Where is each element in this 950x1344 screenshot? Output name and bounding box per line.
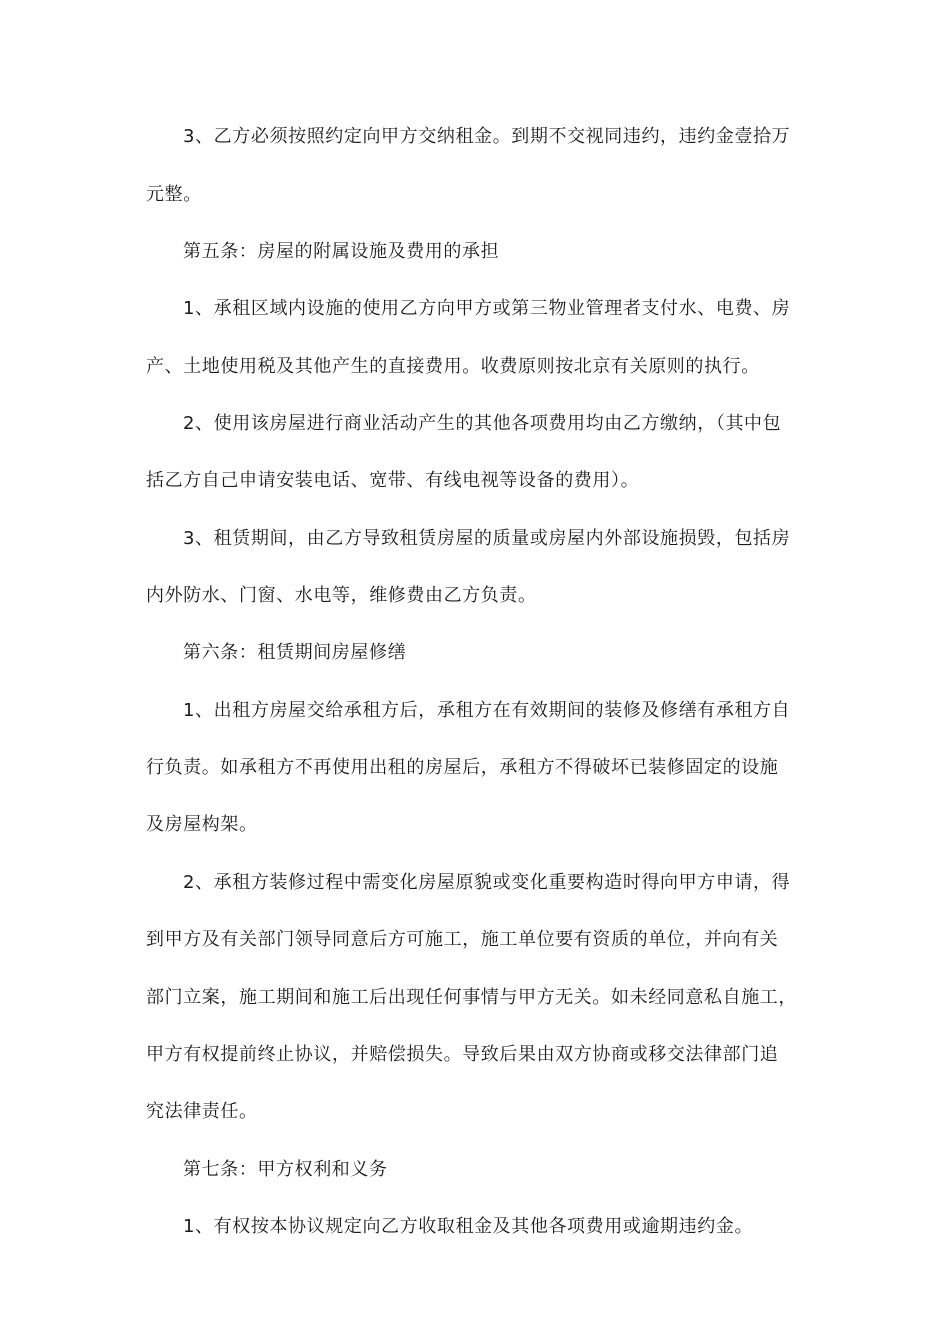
clause-5-item-1-line-1: 1、承租区域内设施的使用乙方向甲方或第三物业管理者支付水、电费、房 <box>183 298 791 319</box>
clause-7-item-1-line-1: 1、有权按本协议规定向乙方收取租金及其他各项费用或逾期违约金。 <box>183 1216 754 1237</box>
clause-6-item-1-line-1: 1、出租方房屋交给承租方后，承租方在有效期间的装修及修缮有承租方自 <box>183 700 791 721</box>
clause-5-item-3-line-2: 内外防水、门窗、水电等，维修费由乙方负责。 <box>146 585 537 606</box>
clause-4-item-3-line-2: 元整。 <box>146 184 202 205</box>
clause-5-item-3-line-1: 3、租赁期间，由乙方导致租赁房屋的质量或房屋内外部设施损毁，包括房 <box>183 528 791 549</box>
clause-5-heading: 第五条：房屋的附属设施及费用的承担 <box>183 241 500 262</box>
clause-5-item-1-line-2: 产、土地使用税及其他产生的直接费用。收费原则按北京有关原则的执行。 <box>146 356 760 377</box>
clause-6-item-2-line-3: 部门立案，施工期间和施工后出现任何事情与甲方无关。如未经同意私自施工， <box>146 987 797 1008</box>
clause-6-heading: 第六条：租赁期间房屋修缮 <box>183 642 407 663</box>
clause-5-item-2-line-2: 括乙方自己申请安装电话、宽带、有线电视等设备的费用）。 <box>146 470 640 491</box>
clause-6-item-2-line-5: 究法律责任。 <box>146 1101 258 1122</box>
clause-5-item-2-line-1: 2、使用该房屋进行商业活动产生的其他各项费用均由乙方缴纳，（其中包 <box>183 413 782 434</box>
clause-7-heading: 第七条：甲方权利和义务 <box>183 1159 388 1180</box>
clause-6-item-2-line-1: 2、承租方装修过程中需变化房屋原貌或变化重要构造时得向甲方申请，得 <box>183 872 791 893</box>
clause-6-item-1-line-2: 行负责。如承租方不再使用出租的房屋后，承租方不得破坏已装修固定的设施 <box>146 757 779 778</box>
clause-6-item-1-line-3: 及房屋构架。 <box>146 814 258 835</box>
clause-6-item-2-line-2: 到甲方及有关部门领导同意后方可施工，施工单位要有资质的单位，并向有关 <box>146 929 779 950</box>
clause-4-item-3-line-1: 3、乙方必须按照约定向甲方交纳租金。到期不交视同违约，违约金壹拾万 <box>183 126 791 147</box>
clause-6-item-2-line-4: 甲方有权提前终止协议，并赔偿损失。导致后果由双方协商或移交法律部门追 <box>146 1044 779 1065</box>
